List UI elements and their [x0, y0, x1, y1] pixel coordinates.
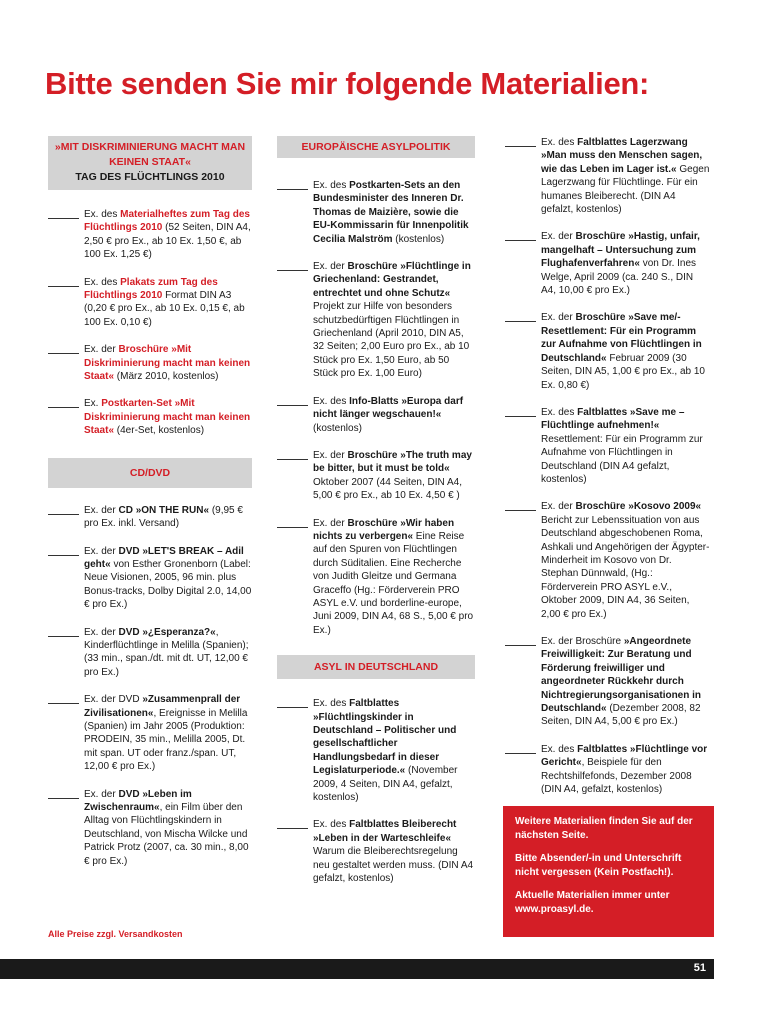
- order-item[interactable]: Ex. der DVD »¿Esperanza?«, Kinderflüchtlinge in Melilla (Spanien); (33 min., span./dt. mit dt. UT, 12,00 € pro Ex.): [48, 626, 252, 680]
- order-item[interactable]: Ex. des Plakats zum Tag des Flüchtlings 2010 Format DIN A3 (0,20 € pro Ex., ab 10 Ex. 0,15 €, ab 100 Ex. 0,10 €): [48, 276, 252, 330]
- column-3: [505, 136, 710, 796]
- section-banner-asyl-in-deutschland: ASYL IN DEUTSCHLAND: [277, 655, 475, 679]
- info-sender-signature: Bitte Absender/-in und Unterschrift nicht vergessen (Kein Postfach!).: [515, 853, 682, 878]
- order-item[interactable]: Ex. der Broschüre »Save me/- Resettlement: Für ein Programm zur Aufnahme von Flüchtlingen in Deutschland« Februar 2009 (30 Seiten, DIN A5, 1,00 € pro Ex., ab 10 Ex. 0,80 €): [505, 311, 710, 391]
- order-item[interactable]: Ex. des Faltblattes »Flüchtlingskinder in Deutschland – Politischer und gesellschaftlicher Handlungsbedarf in dieser Legislaturperiode.« (November 2009, 4 Seiten, DIN A4, gefalzt, kostenlos): [277, 697, 475, 804]
- page-title: Bitte senden Sie mir folgende Materialien:: [45, 66, 650, 101]
- order-item[interactable]: Ex. des Info-Blatts »Europa darf nicht länger wegschauen!« (kostenlos): [277, 395, 475, 435]
- info-box: [503, 806, 714, 937]
- order-item[interactable]: Ex. des Materialheftes zum Tag des Flüchtlings 2010 (52 Seiten, DIN A4, 2,50 € pro Ex., ab 10 Ex. 1,50 €, ab 100 Ex. 1,25 €): [48, 208, 252, 262]
- order-item[interactable]: Ex. der CD »ON THE RUN« (9,95 € pro Ex. inkl. Versand): [48, 504, 252, 531]
- order-item[interactable]: Ex. Postkarten-Set »Mit Diskriminierung macht man keinen Staat« (4er-Set, kostenlos): [48, 397, 252, 437]
- info-more-materials: Weitere Materialien finden Sie auf der nächsten Seite.: [515, 816, 693, 841]
- section-banner-europaeische-asylpolitik: EUROPÄISCHE ASYLPOLITIK: [277, 136, 475, 158]
- column-1: [48, 136, 252, 868]
- order-item[interactable]: Ex. des Faltblattes Bleiberecht »Leben in der Warteschleife« Warum die Bleiberechtsregelung neu gestaltet werden muss. (DIN A4 gefalzt, kostenlos): [277, 818, 475, 885]
- section-banner-tag-des-fluechtlings: [48, 136, 252, 190]
- page-number: 51: [693, 962, 706, 974]
- order-item[interactable]: Ex. der DVD »Zusammenprall der Zivilisationen«, Ereignisse in Melilla (Spanien) im Jahr 2005 (Produktion: PRODEIN, 35 min., Melilla 2005, Dt. mit span. UT oder franz./span. UT, 12,00 € pro Ex.): [48, 693, 252, 773]
- column-2: [277, 136, 475, 885]
- order-item[interactable]: Ex. der Broschüre »Kosovo 2009« Bericht zur Lebenssituation von aus Deutschland abgeschobenen Roma, Ashkali und Angehörigen der Ägypter-Minderheit im Kosovo von Dr. Stephan Dünnwald, (Hg.: Förderverein PRO ASYL e.V., Oktober 2009, DIN A4, 36 Seiten, 2,00 € pro Ex.): [505, 500, 710, 621]
- order-item[interactable]: Ex. der Broschüre »The truth may be bitter, but it must be told« Oktober 2007 (44 Seiten, DIN A4, 5,00 € pro Ex., ab 10 Ex. 4,50 € ): [277, 449, 475, 503]
- order-item[interactable]: Ex. der Broschüre »Flüchtlinge in Griechenland: Gestrandet, entrechtet und ohne Schutz« Projekt zur Hilfe von besonders schutzbedürftigen Flüchtlingen in Griechenland (April 2010, DIN A5, 32 Seiten; 2,00 Euro pro Ex., ab 10 Stück pro Ex. 1,50 Euro, ab 50 Stück pro Ex. 1,00 Euro): [277, 260, 475, 381]
- order-item[interactable]: Ex. des Faltblattes »Save me – Flüchtlinge aufnehmen!« Resettlement: Für ein Programm zur Aufnahme von Flüchtlingen in Deutschland (DIN A4 gefalzt, kostenlos): [505, 406, 710, 486]
- page-footer-bar: [0, 959, 714, 979]
- order-item[interactable]: Ex. der Broschüre »Hastig, unfair, mangelhaft – Untersuchung zum Flughafenverfahren« von Dr. Ines Welge, April 2009 (ca. 240 S., DIN A4, 10,00 € pro Ex.): [505, 230, 710, 297]
- order-item[interactable]: Ex. des Postkarten-Sets an den Bundesminister des Inneren Dr. Thomas de Maizière, sowie die EU-Kommissarin für Innenpolitik Cecilia Malström (kostenlos): [277, 179, 475, 246]
- order-item[interactable]: Ex. der Broschüre »Mit Diskriminierung macht man keinen Staat« (März 2010, kostenlos): [48, 343, 252, 383]
- banner-campaign-subtitle: TAG DES FLÜCHTLINGS 2010: [75, 171, 225, 183]
- order-item[interactable]: Ex. der Broschüre »Wir haben nichts zu verbergen« Eine Reise auf den Spuren von Flüchtlingen durch Süditalien. Eine Recherche von Judith Gleitze und Germana Graceffo (Hg.: Förderverein PRO ASYL e.V. und borderline-europe, Juni 2009, DIN A4, 68 S., 5,00 € pro Ex.): [277, 517, 475, 638]
- order-item[interactable]: Ex. der DVD »Leben im Zwischenraum«, ein Film über den Alltag von Flüchtlingskindern in Deutschland, von Mischa Wilcke und Patrick Protz (2007, ca. 30 min., 8,00 € pro Ex.): [48, 788, 252, 868]
- order-item[interactable]: Ex. des Faltblattes »Flüchtlinge vor Gericht«, Beispiele für den Rechtshilfefonds, Dezember 2008 (DIN A4, gefalzt, kostenlos): [505, 743, 710, 797]
- price-footnote: Alle Preise zzgl. Versandkosten: [48, 929, 183, 939]
- section-banner-cd-dvd: CD/DVD: [48, 458, 252, 488]
- order-item[interactable]: Ex. der DVD »LET'S BREAK – Adil geht« von Esther Gronenborn (Label: Neue Visionen, 2005, 96 min. plus Bonus-tracks, Dolby Digital 2.0, 14,00 € pro Ex.): [48, 545, 252, 612]
- order-item[interactable]: Ex. der Broschüre »Angeordnete Freiwilligkeit: Zur Beratung und Förderung freiwilliger und angeordneter Rückkehr durch Nichtregierungsorganisationen in Deutschland« (Dezember 2008, 82 Seiten, DIN A4, 5,00 € pro Ex.): [505, 635, 710, 729]
- order-item[interactable]: Ex. des Faltblattes Lagerzwang »Man muss den Menschen sagen, wie das Leben im Lager ist.« Gegen Lagerzwang für Flüchtlinge. Für ein humanes Bleiberecht. (DIN A4 gefalzt, kostenlos): [505, 136, 710, 216]
- banner-campaign-title: »MIT DISKRIMINIERUNG MACHT MAN KEINEN STAAT«: [54, 141, 246, 168]
- info-website[interactable]: Aktuelle Materialien immer unter www.proasyl.de.: [515, 890, 670, 915]
